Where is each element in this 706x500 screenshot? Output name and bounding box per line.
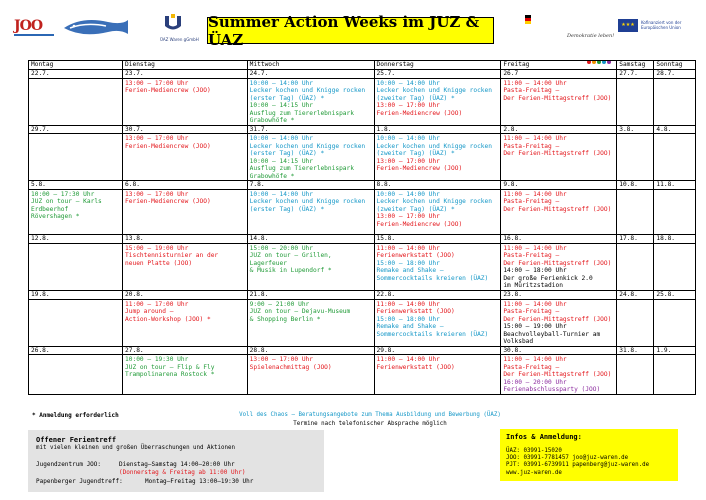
- date-divider: [29, 78, 122, 79]
- day-header: Montag: [29, 61, 123, 70]
- event-line: JUZ on tour – Grillen, Lagerfeuer: [249, 252, 332, 267]
- date-divider: [29, 354, 122, 355]
- date-divider: [375, 189, 501, 190]
- calendar-day-cell: [374, 70, 501, 126]
- event-line: Action-Workshop (JOO) *: [125, 315, 211, 323]
- calendar-day-cell: [654, 346, 696, 394]
- event-line: Der Ferien-Mittagstreff (JOO): [503, 94, 612, 102]
- calendar-day-cell: [501, 291, 617, 347]
- day-date: 26.7: [503, 70, 519, 77]
- day-header: Sonntag: [654, 61, 696, 70]
- event-line: 10:00 – 14:00 Uhr: [249, 135, 314, 142]
- calendar-day-cell: [123, 70, 248, 126]
- event-line: Grabowhöfe *: [249, 172, 295, 180]
- event-line: 11:00 – 14:00 Uhr: [503, 244, 567, 252]
- date-divider: [375, 133, 501, 134]
- calendar-day-cell: [617, 291, 654, 347]
- day-date: 30.8.: [503, 346, 522, 354]
- calendar-day-cell: [247, 291, 374, 347]
- page-title: Summer Action Weeks im JUZ & ÜAZ: [208, 12, 480, 49]
- uaz-logo: [160, 14, 199, 42]
- day-date: 6.8.: [125, 181, 140, 188]
- event-line: Ferienabschlussparty (JOO): [503, 386, 601, 393]
- event-line: Ferien-Mediencrew (JOO): [376, 109, 463, 117]
- day-date: 23.7.: [125, 70, 144, 77]
- event-line: Ferien-Mediencrew (JOO): [125, 142, 211, 150]
- event-line: Pasta-Freitag –: [503, 87, 560, 94]
- day-date: 18.8.: [656, 235, 676, 242]
- day-date: 28.7.: [656, 70, 676, 77]
- day-date: 24.7.: [249, 70, 269, 77]
- day-date: 27.7.: [619, 70, 638, 77]
- day-date: 20.8.: [125, 291, 144, 298]
- calendar-day-cell: [374, 125, 501, 181]
- day-date: 24.8.: [619, 291, 638, 298]
- date-divider: [123, 133, 247, 134]
- calendar-day-cell: [617, 125, 654, 181]
- eu-cofunding-text: Kofinanziert von der Europäischen Union: [641, 20, 682, 30]
- event-line: Lecker kochen und Knigge rocken: [249, 87, 366, 94]
- calendar-day-cell: [247, 70, 374, 126]
- demokratie-leben-logo: Demokratie leben!: [567, 33, 615, 39]
- juz-label: Jugendzentrum JOO:: [36, 461, 102, 468]
- calendar-week-row: [29, 235, 696, 291]
- info-uaz-phone: ÜAZ: 03991-15020: [506, 448, 562, 454]
- event-line: 10:00 – 14:00 Uhr: [376, 79, 440, 87]
- event-line: Jump around –: [125, 308, 174, 315]
- calendar-day-cell: [29, 346, 123, 394]
- date-divider: [654, 299, 695, 300]
- day-date: 31.7.: [249, 125, 269, 133]
- date-divider: [248, 354, 374, 355]
- event-line: Ausflug zum Tiererlebnispark: [249, 165, 354, 172]
- day-date: 16.8.: [503, 235, 522, 242]
- event-line: 16:00 – 20:00 Uhr: [503, 378, 567, 386]
- uaz-mark-icon: [163, 14, 183, 32]
- calendar-table: [28, 60, 696, 395]
- event-line: Der große Ferienkick 2.0: [503, 274, 593, 282]
- event-line: Lecker kochen und Knigge rocken: [376, 142, 492, 150]
- date-divider: [617, 243, 653, 244]
- date-divider: [248, 243, 374, 244]
- calendar-day-cell: [654, 125, 696, 181]
- date-divider: [617, 189, 653, 190]
- event-line: Sommercocktails kreieren (ÜAZ): [376, 330, 489, 338]
- calendar-week-row: [29, 125, 696, 181]
- event-line: 13:00 – 17:00 Uhr: [249, 356, 314, 363]
- day-date: 29.8.: [376, 346, 396, 354]
- day-date: 31.8.: [619, 346, 638, 354]
- calendar-day-cell: [374, 291, 501, 347]
- date-divider: [617, 78, 653, 79]
- date-divider: [501, 354, 616, 355]
- event-line: (erster Tag) (ÜAZ) *: [249, 94, 325, 102]
- calendar-day-cell: [247, 125, 374, 181]
- event-line: Der Ferien-Mittagstreff (JOO): [503, 150, 612, 157]
- event-line: Pasta-Freitag –: [503, 252, 560, 259]
- date-divider: [654, 133, 695, 134]
- date-divider: [375, 299, 501, 300]
- event-line: 10:00 – 19:30 Uhr: [125, 356, 189, 363]
- event-line: (erster Tag) (ÜAZ) *: [249, 205, 325, 213]
- day-date: 22.7.: [31, 70, 50, 77]
- juz-hours-note: (Donnerstag & Freitag ab 11:00 Uhr): [119, 469, 246, 476]
- event-line: 10:00 – 14:15 Uhr: [249, 157, 314, 165]
- calendar-day-cell: [29, 70, 123, 126]
- event-line: 13:00 – 17:00 Uhr: [376, 213, 440, 220]
- event-line: 10:00 – 17:30 Uhr: [31, 190, 95, 198]
- day-date: 4.8.: [656, 125, 672, 133]
- event-line: (zweiter Tag) (ÜAZ) *: [376, 205, 455, 213]
- calendar-day-cell: [501, 235, 617, 291]
- date-divider: [501, 299, 616, 300]
- calendar-day-cell: [374, 181, 501, 235]
- calendar-day-cell: [123, 346, 248, 394]
- day-date: 28.8.: [249, 346, 269, 354]
- info-pjt-contact[interactable]: PJT: 03991-6739911 papenberg@juz-waren.de: [506, 462, 650, 468]
- calendar-day-cell: [247, 235, 374, 291]
- event-line: 13:00 – 17:00 Uhr: [376, 102, 440, 109]
- calendar-day-cell: [29, 291, 123, 347]
- event-line: 13:00 – 17:00 Uhr: [125, 79, 189, 87]
- calendar-day-cell: [654, 70, 696, 126]
- counselling-note: Voll des Chaos – Beratungsangebote zum Thema Ausbildung und Bewerbung (ÜAZ): [239, 412, 501, 418]
- event-line: JUZ on tour – Dejavu-Museum: [249, 308, 351, 315]
- calendar-day-cell: [247, 181, 374, 235]
- uaz-logo-text: ÜAZ Waren gGmbH: [160, 37, 199, 42]
- date-divider: [123, 189, 247, 190]
- papenberg-fish-logo: [62, 16, 134, 38]
- calendar-day-cell: [654, 291, 696, 347]
- event-line: 13:00 – 17:00 Uhr: [125, 135, 189, 142]
- day-date: 5.8.: [31, 181, 46, 188]
- date-divider: [654, 189, 695, 190]
- day-date: 30.7.: [125, 125, 144, 133]
- day-date: 3.8.: [619, 125, 635, 133]
- event-line: Spielenachmittag (JOO): [249, 363, 332, 371]
- info-box: [500, 429, 678, 481]
- title-banner: [207, 12, 494, 49]
- calendar-day-cell: [123, 181, 248, 235]
- event-line: 11:00 – 14:00 Uhr: [503, 300, 567, 308]
- calendar-day-cell: [123, 235, 248, 291]
- event-line: Pasta-Freitag –: [503, 198, 560, 205]
- date-divider: [375, 354, 501, 355]
- event-line: Lecker kochen und Knigge rocken: [249, 142, 366, 150]
- event-line: 15:00 – 18:00 Uhr: [376, 315, 440, 323]
- event-line: 10:00 – 14:00 Uhr: [376, 135, 440, 142]
- event-line: Der Ferien-Mittagstreff (JOO): [503, 205, 612, 213]
- day-header: Freitag: [501, 61, 617, 70]
- event-line: Ferienwerkstatt (JOO): [376, 252, 455, 259]
- event-line: Pasta-Freitag –: [503, 363, 560, 371]
- event-line: JUZ on tour – Flip & Fly: [125, 363, 215, 371]
- day-date: 10.8.: [619, 181, 638, 188]
- date-divider: [29, 299, 122, 300]
- event-line: (zweiter Tag) (ÜAZ) *: [376, 94, 455, 102]
- event-line: Volksbad: [503, 338, 534, 345]
- date-divider: [501, 133, 616, 134]
- info-title: Infos & Anmeldung:: [506, 433, 582, 441]
- calendar-day-cell: [29, 181, 123, 235]
- date-divider: [248, 299, 374, 300]
- date-divider: [248, 78, 374, 79]
- event-line: Trampolinarena Rostock *: [125, 371, 215, 378]
- event-line: Ferien-Mediencrew (JOO): [376, 165, 463, 172]
- calendar-day-cell: [29, 125, 123, 181]
- event-line: Remake and Shake –: [376, 267, 444, 274]
- day-header: Dienstag: [123, 61, 248, 70]
- info-joo-contact[interactable]: JOO: 03991-7781457 joo@juz-waren.de: [506, 455, 629, 461]
- registration-note: * Anmeldung erforderlich: [32, 412, 119, 419]
- event-line: Lecker kochen und Knigge rocken: [376, 198, 492, 205]
- event-line: Beachvolleyball-Turnier am: [503, 330, 601, 338]
- event-line: 11:00 – 14:00 Uhr: [503, 79, 567, 87]
- event-line: Ferien-Mediencrew (JOO): [125, 87, 211, 94]
- calendar-day-cell: [617, 70, 654, 126]
- date-divider: [654, 243, 695, 244]
- joo-logo-swoosh: [14, 34, 54, 36]
- day-date: 7.8.: [249, 181, 265, 188]
- event-line: im Müritzstadion: [503, 282, 563, 289]
- eu-flag-icon: ★★★: [618, 19, 638, 32]
- event-line: Pasta-Freitag –: [503, 142, 560, 150]
- event-line: 11:00 – 14:00 Uhr: [376, 356, 440, 363]
- event-line: 11:00 – 14:00 Uhr: [503, 356, 567, 363]
- event-line: 14:00 – 18:00 Uhr: [503, 267, 567, 274]
- event-line: 10:00 – 14:00 Uhr: [376, 190, 440, 198]
- calendar-day-cell: [374, 346, 501, 394]
- day-date: 25.7.: [376, 70, 396, 77]
- day-date: 14.8.: [249, 235, 269, 242]
- date-divider: [123, 299, 247, 300]
- papenberg-label: Papenberger Jugendtreff:: [36, 478, 123, 485]
- event-line: 11:00 – 14:00 Uhr: [376, 300, 440, 308]
- event-line: 13:00 – 17:00 Uhr: [376, 157, 440, 165]
- day-date: 2.8.: [503, 125, 519, 133]
- date-divider: [617, 354, 653, 355]
- event-line: 10:00 – 14:00 Uhr: [249, 190, 314, 198]
- joo-logo: JOO: [14, 18, 43, 34]
- date-divider: [375, 243, 501, 244]
- calendar-day-cell: [501, 70, 617, 126]
- day-date: 9.8.: [503, 181, 519, 188]
- event-line: Ferienwerkstatt (JOO): [376, 308, 455, 315]
- event-line: (zweiter Tag) (ÜAZ) *: [376, 150, 455, 157]
- event-line: 10:00 – 14:15 Uhr: [249, 102, 314, 109]
- event-line: Lecker kochen und Knigge rocken: [376, 87, 492, 94]
- event-line: 11:00 – 14:00 Uhr: [503, 135, 567, 142]
- date-divider: [248, 189, 374, 190]
- event-line: 9:00 – 21:00 Uhr: [249, 300, 310, 308]
- event-line: 15:00 – 20:00 Uhr: [249, 244, 314, 252]
- event-line: 10:00 – 14:00 Uhr: [249, 79, 314, 87]
- event-line: neuen Platte (JOO): [125, 259, 193, 267]
- day-date: 15.8.: [376, 235, 396, 242]
- event-line: 11:00 – 17:00 Uhr: [125, 300, 189, 308]
- day-date: 12.8.: [31, 235, 50, 242]
- event-line: Ferien-Mediencrew (JOO): [376, 220, 463, 228]
- date-divider: [617, 299, 653, 300]
- event-line: Grabowhöfe *: [249, 117, 295, 124]
- calendar-day-cell: [29, 235, 123, 291]
- event-line: & Musik in Lupendorf *: [249, 267, 332, 274]
- day-date: 11.8.: [656, 181, 676, 188]
- federal-ministry-logo: [525, 15, 565, 47]
- calendar-day-cell: [501, 125, 617, 181]
- papenberg-hours: Montag–Freitag 13:00–19:30 Uhr: [145, 478, 254, 485]
- event-line: Der Ferien-Mittagstreff (JOO): [503, 259, 612, 267]
- date-divider: [123, 354, 247, 355]
- event-line: 11:00 – 14:00 Uhr: [376, 244, 440, 252]
- day-date: 1.9.: [656, 346, 672, 354]
- calendar-day-cell: [617, 181, 654, 235]
- calendar-day-cell: [654, 181, 696, 235]
- day-date: 21.8.: [249, 291, 269, 298]
- event-line: Pasta-Freitag –: [503, 308, 560, 315]
- day-date: 22.8.: [376, 291, 396, 298]
- date-divider: [654, 354, 695, 355]
- calendar-week-row: [29, 181, 696, 235]
- event-line: Der Ferien-Mittagstreff (JOO): [503, 315, 612, 323]
- day-header: Samstag: [617, 61, 654, 70]
- date-divider: [501, 78, 616, 79]
- event-line: Lecker kochen und Knigge rocken: [249, 198, 366, 205]
- event-line: Ferien-Mediencrew (JOO): [125, 198, 211, 205]
- colorful-partner-logo: [587, 49, 623, 59]
- day-date: 25.8.: [656, 291, 676, 298]
- date-divider: [123, 243, 247, 244]
- date-divider: [248, 133, 374, 134]
- event-line: & Shopping Berlin *: [249, 315, 321, 323]
- event-line: Ausflug zum Tiererlebnispark: [249, 109, 354, 117]
- date-divider: [501, 243, 616, 244]
- date-divider: [29, 133, 122, 134]
- calendar-day-cell: [617, 346, 654, 394]
- calendar-day-cell: [617, 235, 654, 291]
- juz-hours: Dienstag–Samstag 14:00–20:00 Uhr: [119, 461, 235, 468]
- event-line: 15:00 – 19:00 Uhr: [503, 323, 567, 330]
- appointment-note: Termine nach telefonischer Absprache möglich: [293, 421, 447, 427]
- day-date: 26.8.: [31, 346, 50, 354]
- event-line: Tischtennisturnier an der: [125, 252, 219, 259]
- open-meeting-title: Offener Ferientreff: [36, 436, 117, 444]
- day-date: 29.7.: [31, 125, 50, 133]
- event-line: Remake and Shake –: [376, 323, 444, 330]
- calendar-day-cell: [247, 346, 374, 394]
- calendar-week-row: [29, 346, 696, 394]
- date-divider: [29, 243, 122, 244]
- event-line: Ferienwerkstatt (JOO): [376, 363, 455, 371]
- calendar-day-cell: [654, 235, 696, 291]
- event-line: 11:00 – 14:00 Uhr: [503, 190, 567, 198]
- day-header: Mittwoch: [247, 61, 374, 70]
- day-date: 13.8.: [125, 235, 144, 242]
- date-divider: [29, 189, 122, 190]
- date-divider: [501, 189, 616, 190]
- day-date: 27.8.: [125, 346, 144, 354]
- calendar-header-row: [29, 61, 696, 70]
- event-line: Sommercocktails kreieren (ÜAZ): [376, 274, 489, 282]
- event-line: 15:00 – 18:00 Uhr: [376, 259, 440, 267]
- day-date: 23.8.: [503, 291, 522, 298]
- info-website-link[interactable]: www.juz-waren.de: [506, 470, 562, 476]
- event-line: (erster Tag) (ÜAZ) *: [249, 150, 325, 157]
- calendar-day-cell: [123, 291, 248, 347]
- calendar-day-cell: [123, 125, 248, 181]
- open-meeting-subtitle: mit vielen kleinen und großen Überraschungen und Aktionen: [36, 445, 235, 451]
- day-header: Donnerstag: [374, 61, 501, 70]
- calendar-day-cell: [501, 346, 617, 394]
- calendar-week-row: [29, 70, 696, 126]
- calendar-week-row: [29, 291, 696, 347]
- open-meeting-box: [28, 430, 324, 492]
- day-date: 17.8.: [619, 235, 638, 242]
- funding-logos: [525, 15, 695, 55]
- day-date: 19.8.: [31, 291, 50, 298]
- date-divider: [375, 78, 501, 79]
- date-divider: [617, 133, 653, 134]
- event-line: 13:00 – 17:00 Uhr: [125, 190, 189, 198]
- day-date: 8.8.: [376, 181, 392, 188]
- calendar-day-cell: [374, 235, 501, 291]
- event-line: 15:00 – 19:00 Uhr: [125, 244, 189, 252]
- event-line: JUZ on tour – Karls Erdbeerhof: [31, 198, 102, 213]
- event-line: Der Ferien-Mittagstreff (JOO): [503, 371, 612, 378]
- date-divider: [123, 78, 247, 79]
- event-line: Rövershagen *: [31, 213, 80, 220]
- date-divider: [654, 78, 695, 79]
- calendar-day-cell: [501, 181, 617, 235]
- day-date: 1.8.: [376, 125, 392, 133]
- partner-logos-left: [14, 14, 199, 44]
